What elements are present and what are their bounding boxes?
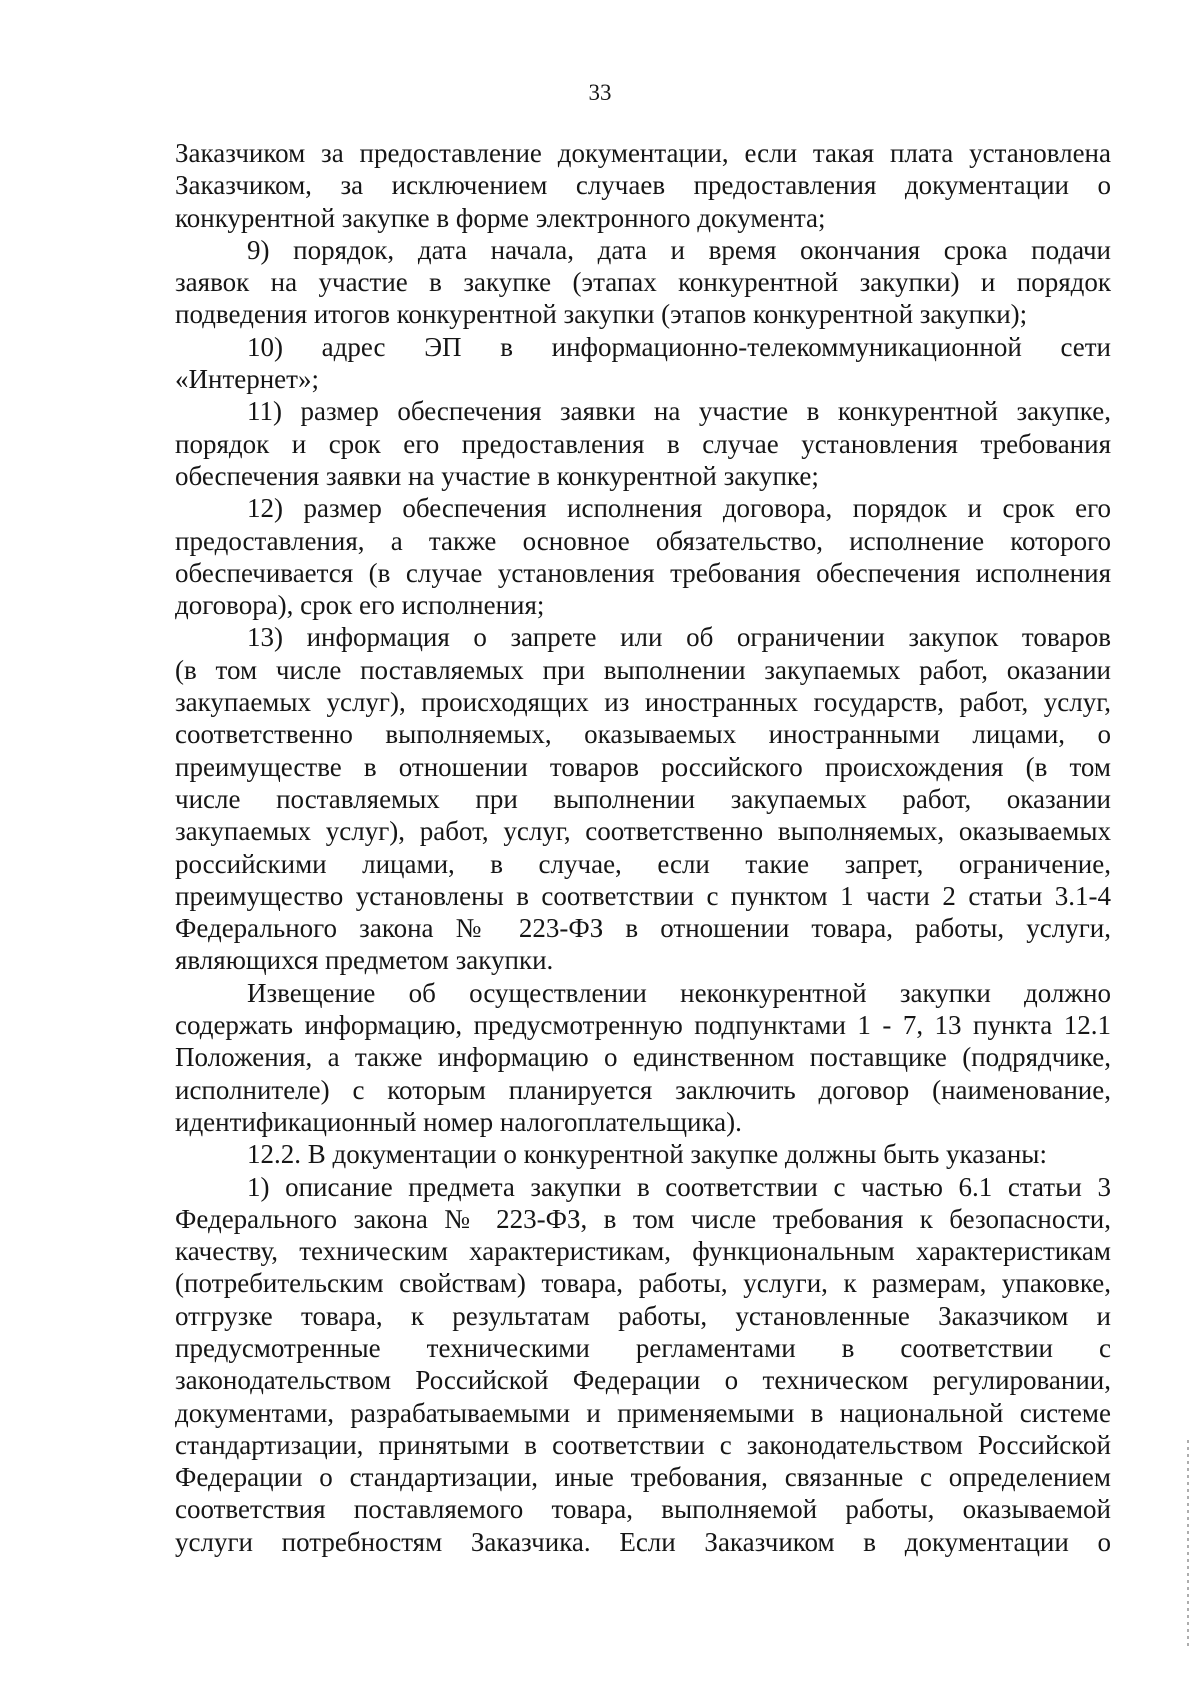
text-line: Федерального закона № 223-ФЗ, в том числе требования к безопасности,	[175, 1203, 1111, 1234]
document-body	[175, 137, 1111, 1558]
text-line: договора), срок его исполнения;	[175, 590, 545, 621]
text-line: предусмотренные техническими регламентами в соответствии с	[175, 1332, 1111, 1363]
text-line: порядок и срок его предоставления в случае установления требования	[175, 428, 1111, 459]
text-line: 10) адрес ЭП в информационно-телекоммуникационной сети	[247, 331, 1111, 362]
text-line: (в том числе поставляемых при выполнении закупаемых работ, оказании	[175, 654, 1111, 685]
text-line: Положения, а также информацию о единственном поставщике (подрядчике,	[175, 1042, 1111, 1073]
text-line: 12) размер обеспечения исполнения договора, порядок и срок его	[247, 493, 1111, 524]
text-line: закупаемых услуг), работ, услуг, соответственно выполняемых, оказываемых	[175, 816, 1111, 847]
text-line: 12.2. В документации о конкурентной закупке должны быть указаны:	[247, 1139, 1047, 1170]
text-line: обеспечивается (в случае установления требования обеспечения исполнения	[175, 557, 1111, 588]
text-line: Федерации о стандартизации, иные требования, связанные с определением	[175, 1462, 1111, 1493]
text-line: преимуществе в отношении товаров российского происхождения (в том	[175, 751, 1111, 782]
text-line: Федерального закона № 223-ФЗ в отношении товара, работы, услуги,	[175, 913, 1111, 944]
text-line: преимущество установлены в соответствии с пунктом 1 части 2 статьи 3.1-4	[175, 880, 1111, 911]
text-line: (потребительским свойствам) товара, работы, услуги, к размерам, упаковке,	[175, 1268, 1111, 1299]
text-line: законодательством Российской Федерации о техническом регулировании,	[175, 1365, 1111, 1396]
text-line: стандартизации, принятыми в соответствии с законодательством Российской	[175, 1429, 1111, 1460]
text-line: заявок на участие в закупке (этапах конкурентной закупки) и порядок	[175, 267, 1111, 298]
text-line: «Интернет»;	[175, 364, 319, 395]
text-line: конкурентной закупке в форме электронного документа;	[175, 202, 826, 233]
text-line: 1) описание предмета закупки в соответствии с частью 6.1 статьи 3	[247, 1171, 1111, 1202]
text-line: предоставления, а также основное обязательство, исполнение которого	[175, 525, 1111, 556]
text-line: качеству, техническим характеристикам, функциональным характеристикам	[175, 1236, 1111, 1267]
text-line: содержать информацию, предусмотренную подпунктами 1 - 7, 13 пункта 12.1	[175, 1010, 1111, 1041]
text-line: числе поставляемых при выполнении закупаемых работ, оказании	[175, 783, 1111, 814]
page-number: 33	[588, 80, 612, 105]
text-line: соответствия поставляемого товара, выполняемой работы, оказываемой	[175, 1494, 1111, 1525]
text-line: исполнителе) с которым планируется заключить договор (наименование,	[175, 1074, 1111, 1105]
text-line: идентификационный номер налогоплательщика).	[175, 1106, 742, 1137]
text-line: обеспечения заявки на участие в конкурентной закупке;	[175, 460, 819, 491]
text-line: отгрузке товара, к результатам работы, установленные Заказчиком и	[175, 1300, 1111, 1331]
text-line: Извещение об осуществлении неконкурентной закупки должно	[247, 977, 1111, 1008]
text-line: являющихся предметом закупки.	[175, 945, 554, 976]
text-line: Заказчиком, за исключением случаев предоставления документации о	[175, 170, 1111, 201]
text-line: российскими лицами, в случае, если такие запрет, ограничение,	[175, 848, 1111, 879]
text-line: закупаемых услуг), происходящих из иностранных государств, работ, услуг,	[175, 687, 1111, 718]
text-line: соответственно выполняемых, оказываемых иностранными лицами, о	[175, 719, 1111, 750]
text-line: Заказчиком за предоставление документации, если такая плата установлена	[175, 138, 1111, 168]
text-line: подведения итогов конкурентной закупки (этапов конкурентной закупки);	[175, 299, 1028, 330]
text-line: 11) размер обеспечения заявки на участие в конкурентной закупке,	[247, 396, 1111, 427]
text-line: 9) порядок, дата начала, дата и время окончания срока подачи	[247, 234, 1111, 265]
text-line: услуги потребностям Заказчика. Если Заказчиком в документации о	[175, 1526, 1111, 1557]
text-line: 13) информация о запрете или об ограничении закупок товаров	[247, 622, 1111, 653]
scan-edge-mark	[1187, 1440, 1189, 1650]
text-line: документами, разрабатываемыми и применяемыми в национальной системе	[175, 1397, 1111, 1428]
